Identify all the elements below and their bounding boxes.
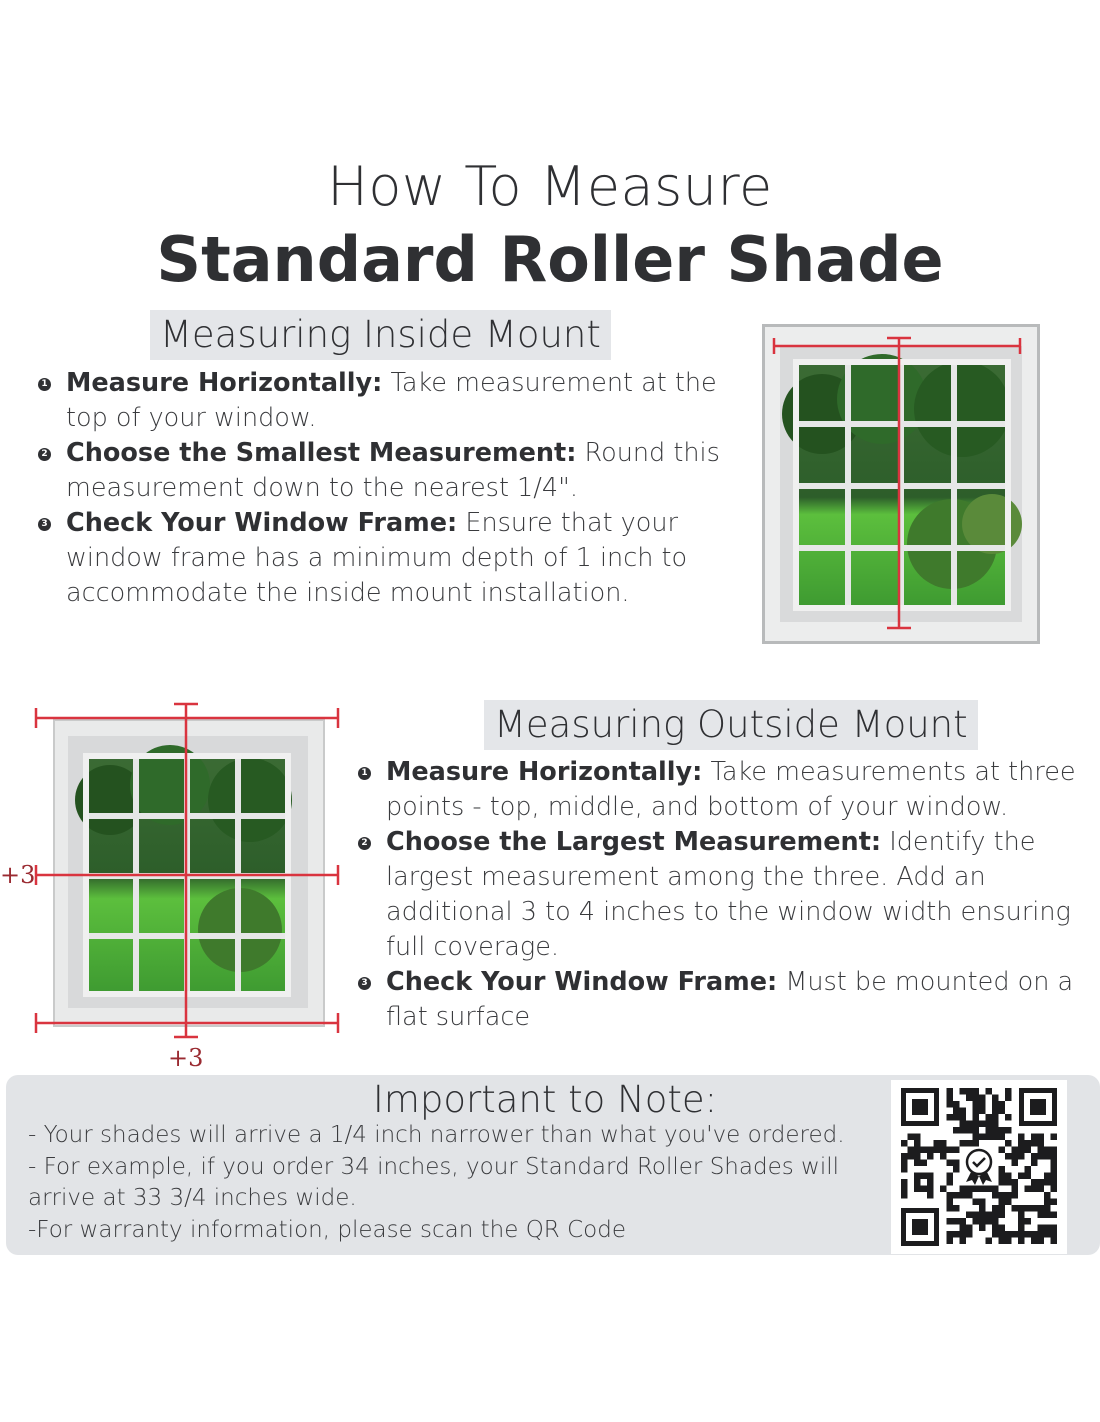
qr-module [1031,1238,1038,1245]
qr-module [1044,1225,1051,1232]
step-text: Round this measurement down to the nearest 1/4". [66,438,720,503]
qr-module [947,1101,954,1108]
qr-module [986,1121,993,1128]
qr-module [1051,1153,1058,1160]
qr-module [1018,1173,1025,1180]
qr-module [1051,1160,1058,1167]
qr-module [986,1212,993,1219]
qr-module [1051,1186,1058,1193]
qr-module [960,1238,967,1245]
step-lead: Measure Horizontally: [386,757,703,787]
qr-module [908,1153,915,1160]
bottom-allowance-label: +3 [168,1044,204,1072]
qr-module [1012,1179,1019,1186]
qr-module [992,1212,999,1219]
qr-module [1025,1218,1032,1225]
qr-module [1031,1231,1038,1238]
qr-module [966,1192,973,1199]
qr-module [966,1212,973,1219]
qr-module [953,1101,960,1108]
qr-module [1031,1160,1038,1167]
qr-module [914,1160,921,1167]
qr-module [960,1218,967,1225]
qr-module [973,1121,980,1128]
qr-module [1044,1231,1051,1238]
note-line-2: - For example, if you order 34 inches, your Standard Roller Shades will arrive at 33 3/4 inches wide. [28,1153,839,1211]
qr-module [999,1166,1006,1173]
qr-module [1051,1212,1058,1219]
inside-mount-heading: Measuring Inside Mount [150,310,611,360]
qr-module [1018,1238,1025,1245]
qr-finder-top-left [901,1088,939,1126]
qr-module [1031,1140,1038,1147]
qr-module [1038,1238,1045,1245]
qr-module [1012,1205,1019,1212]
title-line-1: How To Measure [327,155,773,218]
qr-module [960,1140,967,1147]
qr-module [966,1095,973,1102]
qr-module [927,1186,934,1193]
qr-module [1018,1225,1025,1232]
qr-module [973,1186,980,1193]
qr-module [947,1205,954,1212]
qr-module [999,1205,1006,1212]
qr-module [940,1186,947,1193]
qr-module [992,1121,999,1128]
qr-module [960,1088,967,1095]
qr-module [947,1192,954,1199]
qr-finder-bottom-left [901,1208,939,1246]
qr-module [1038,1205,1045,1212]
qr-module [901,1186,908,1193]
qr-module [986,1114,993,1121]
qr-module [986,1127,993,1134]
qr-module [1018,1205,1025,1212]
qr-code-icon [891,1080,1067,1254]
qr-module [1031,1179,1038,1186]
qr-module [927,1192,934,1199]
qr-module [999,1173,1006,1180]
inside-step-2 [40,436,730,506]
qr-module [973,1140,980,1147]
qr-module [999,1238,1006,1245]
qr-module [1018,1153,1025,1160]
qr-module [901,1179,908,1186]
qr-module [979,1108,986,1115]
qr-module [1025,1147,1032,1154]
outside-mount-window-illustration [0,700,345,1075]
step-text: Take measurement at the top of your window. [66,368,717,433]
qr-module [1038,1212,1045,1219]
qr-module [901,1166,908,1173]
step-number-badge: 2 [38,448,51,461]
qr-module [914,1186,921,1193]
qr-module [1018,1147,1025,1154]
qr-module [960,1121,967,1128]
qr-module [986,1134,993,1141]
qr-module [1005,1173,1012,1180]
qr-module [1044,1179,1051,1186]
qr-module [1005,1179,1012,1186]
qr-module [953,1192,960,1199]
qr-module [947,1238,954,1245]
qr-module [1025,1205,1032,1212]
qr-module [953,1218,960,1225]
qr-module [992,1192,999,1199]
qr-module [1044,1173,1051,1180]
qr-module [1018,1218,1025,1225]
qr-module [1018,1134,1025,1141]
qr-module [1012,1192,1019,1199]
qr-module [1018,1212,1025,1219]
qr-module [960,1186,967,1193]
qr-module [914,1179,921,1186]
qr-module [979,1095,986,1102]
qr-module [901,1140,908,1147]
qr-module [947,1218,954,1225]
qr-module [999,1199,1006,1206]
qr-module [992,1114,999,1121]
step-lead: Check Your Window Frame: [66,508,458,538]
qr-module [1005,1140,1012,1147]
qr-module [966,1140,973,1147]
qr-module [953,1160,960,1167]
note-line-3: -For warranty information, please scan the QR Code [28,1216,626,1243]
qr-module [960,1108,967,1115]
step-lead: Measure Horizontally: [66,368,383,398]
qr-module [914,1153,921,1160]
note-title-text: Important to Note: [372,1078,718,1121]
qr-module [921,1147,928,1154]
qr-module [999,1231,1006,1238]
qr-module [979,1225,986,1232]
qr-module [1038,1134,1045,1141]
qr-module [1038,1186,1045,1193]
qr-module [979,1186,986,1193]
side-allowance-label: +3 [0,861,36,889]
qr-module [966,1231,973,1238]
qr-module [1005,1231,1012,1238]
qr-module [973,1134,980,1141]
qr-module [947,1095,954,1102]
qr-module [999,1179,1006,1186]
inside-step-3 [40,506,730,611]
qr-module [914,1140,921,1147]
qr-module [973,1199,980,1206]
qr-module [979,1101,986,1108]
qr-module [1018,1140,1025,1147]
qr-module [947,1160,954,1167]
qr-module [1051,1173,1058,1180]
qr-module [986,1238,993,1245]
qr-module [979,1212,986,1219]
qr-module [927,1179,934,1186]
qr-module [1005,1192,1012,1199]
qr-module [960,1127,967,1134]
qr-module [966,1121,973,1128]
qr-module [953,1205,960,1212]
qr-module [992,1225,999,1232]
qr-module [1051,1134,1058,1141]
qr-module [947,1179,954,1186]
qr-module [940,1153,947,1160]
qr-module [999,1147,1006,1154]
qr-module [1025,1166,1032,1173]
qr-module [960,1192,967,1199]
qr-module [1038,1179,1045,1186]
qr-module [992,1095,999,1102]
qr-module [927,1153,934,1160]
qr-module [953,1147,960,1154]
qr-module [1051,1231,1058,1238]
qr-module [1038,1147,1045,1154]
qr-module [947,1088,954,1095]
qr-module [979,1205,986,1212]
qr-module [992,1127,999,1134]
qr-module [908,1134,915,1141]
qr-module [999,1134,1006,1141]
title-line-2: Standard Roller Shade [156,223,944,296]
qr-module [960,1231,967,1238]
qr-module [1044,1199,1051,1206]
qr-module [1044,1147,1051,1154]
qr-module [973,1108,980,1115]
qr-module [1005,1153,1012,1160]
qr-module [947,1114,954,1121]
qr-module [953,1231,960,1238]
qr-module [960,1225,967,1232]
step-text: Identify the largest measurement among the three. Add an additional 3 to 4 inches to the window width ensuring full coverage. [386,827,1071,962]
qr-module [999,1212,1006,1219]
outside-step-3 [360,965,1095,1035]
qr-module [1005,1095,1012,1102]
outside-step-1 [360,755,1095,825]
qr-module [947,1199,954,1206]
qr-module [1051,1166,1058,1173]
qr-module [1038,1225,1045,1232]
qr-module [1031,1205,1038,1212]
qr-module [947,1231,954,1238]
qr-module [1012,1160,1019,1167]
qr-module [979,1199,986,1206]
qr-module [1012,1147,1019,1154]
qr-module [927,1147,934,1154]
qr-module [1031,1153,1038,1160]
qr-module [1031,1134,1038,1141]
qr-module [934,1140,941,1147]
qr-module [1051,1199,1058,1206]
inside-mount-steps [40,366,730,611]
qr-module [973,1127,980,1134]
step-lead: Choose the Largest Measurement: [386,827,882,857]
qr-module [953,1114,960,1121]
qr-module [1005,1088,1012,1095]
outside-mount-heading: Measuring Outside Mount [484,700,978,750]
step-text: Ensure that your window frame has a minimum depth of 1 inch to accommodate the inside mount installation. [66,508,688,608]
qr-module [1012,1231,1019,1238]
qr-module [1005,1127,1012,1134]
tree [208,758,292,842]
qr-module [973,1212,980,1219]
qr-finder-top-right [1019,1088,1057,1126]
qr-module [992,1101,999,1108]
qr-module [1018,1231,1025,1238]
qr-module [1051,1238,1058,1245]
qr-module [934,1147,941,1154]
step-text: Must be mounted on a flat surface [386,967,1074,1032]
qr-module [1012,1153,1019,1160]
qr-module [966,1186,973,1193]
qr-module [921,1173,928,1180]
step-lead: Choose the Smallest Measurement: [66,438,577,468]
qr-module [953,1127,960,1134]
tree [914,361,1010,457]
step-number-badge: 3 [358,977,371,990]
qr-module [1031,1186,1038,1193]
qr-module [908,1147,915,1154]
qr-module [992,1108,999,1115]
qr-module [1025,1173,1032,1180]
inside-mount-window-illustration [762,324,1040,644]
qr-module [986,1088,993,1095]
outside-mount-steps [360,755,1095,1035]
qr-module [927,1173,934,1180]
qr-module [940,1140,947,1147]
outside-step-2 [360,825,1095,965]
qr-module [947,1147,954,1154]
qr-module [1051,1179,1058,1186]
qr-module [921,1186,928,1193]
qr-module [979,1134,986,1141]
step-text: Take measurements at three points - top, middle, and bottom of your window. [386,757,1076,822]
note-line-1: - Your shades will arrive a 1/4 inch narrower than what you've ordered. [28,1122,845,1148]
qr-module [1025,1186,1032,1193]
qr-module [973,1101,980,1108]
step-lead: Check Your Window Frame: [386,967,778,997]
qr-module [986,1218,993,1225]
qr-module [914,1173,921,1180]
qr-module [979,1218,986,1225]
qr-module [973,1218,980,1225]
qr-module [940,1147,947,1154]
qr-module [921,1160,928,1167]
qr-module [999,1192,1006,1199]
qr-module [914,1134,921,1141]
qr-module [1044,1212,1051,1219]
qr-module [999,1127,1006,1134]
qr-module [966,1127,973,1134]
qr-module [901,1153,908,1160]
qr-module [973,1095,980,1102]
qr-module [992,1134,999,1141]
qr-module [973,1088,980,1095]
qr-module [1005,1238,1012,1245]
qr-module [1005,1199,1012,1206]
qr-module [960,1114,967,1121]
qr-module [1038,1140,1045,1147]
step-number-badge: 3 [38,518,51,531]
qr-module [966,1225,973,1232]
step-number-badge: 1 [358,767,371,780]
qr-module [901,1160,908,1167]
qr-module [973,1114,980,1121]
qr-module [966,1088,973,1095]
qr-module [999,1101,1006,1108]
qr-module [1044,1153,1051,1160]
qr-module [1005,1114,1012,1121]
qr-module [1051,1225,1058,1232]
qr-module [1025,1140,1032,1147]
check-badge-icon [960,1147,998,1185]
qr-module [1044,1205,1051,1212]
step-number-badge: 1 [38,378,51,391]
qr-module [1051,1147,1058,1154]
qr-module [947,1173,954,1180]
qr-module [992,1231,999,1238]
qr-module [953,1108,960,1115]
qr-module [914,1147,921,1154]
qr-module [979,1121,986,1128]
qr-module [992,1205,999,1212]
inside-step-1 [40,366,730,436]
qr-module [999,1108,1006,1115]
qr-module [986,1186,993,1193]
note-lines [28,1120,878,1246]
qr-module [1038,1231,1045,1238]
qr-module [1038,1153,1045,1160]
qr-module [1044,1192,1051,1199]
qr-module [953,1166,960,1173]
qr-module [901,1192,908,1199]
qr-module [1012,1186,1019,1193]
qr-module [992,1218,999,1225]
qr-module [992,1186,999,1193]
step-number-badge: 2 [358,837,371,850]
qr-module [999,1225,1006,1232]
qr-module [1025,1231,1032,1238]
warranty-qr-code[interactable] [891,1080,1067,1254]
